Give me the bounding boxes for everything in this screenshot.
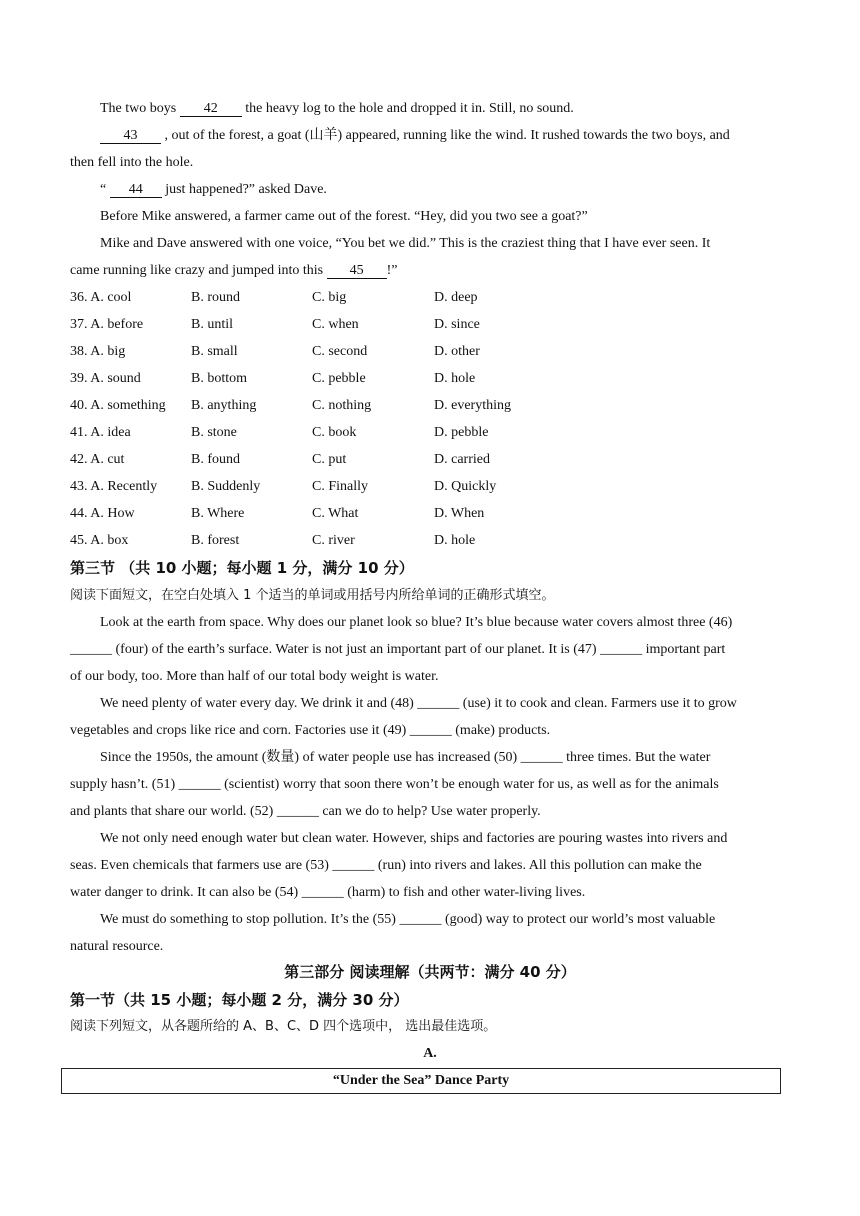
option-a[interactable]: 43. A. Recently bbox=[70, 479, 158, 494]
passage-line-43: 43 , out of the forest, a goat (山羊) appeared, running like the wind. It rushed towards the two boys, and bbox=[100, 127, 730, 145]
passage-line: water danger to drink. It can also be (54) ______ (harm) to fish and other water-living lives. bbox=[70, 885, 586, 900]
option-a[interactable]: 44. A. How bbox=[70, 506, 135, 521]
blank-45[interactable]: 45 bbox=[327, 263, 387, 279]
option-d[interactable]: D. deep bbox=[434, 290, 478, 305]
option-a[interactable]: 42. A. cut bbox=[70, 452, 125, 467]
option-b[interactable]: B. stone bbox=[191, 425, 237, 440]
option-a[interactable]: 40. A. something bbox=[70, 398, 166, 413]
passage-line: We need plenty of water every day. We drink it and (48) ______ (use) it to cook and clean. Farmers use it to grow bbox=[100, 696, 737, 711]
option-d[interactable]: D. pebble bbox=[434, 425, 489, 440]
option-c[interactable]: C. nothing bbox=[312, 398, 372, 413]
option-a[interactable]: 38. A. big bbox=[70, 344, 126, 359]
option-d[interactable]: D. Quickly bbox=[434, 479, 497, 494]
option-b[interactable]: B. found bbox=[191, 452, 240, 467]
option-a[interactable]: 37. A. before bbox=[70, 317, 144, 332]
option-b[interactable]: B. bottom bbox=[191, 371, 248, 386]
option-d[interactable]: D. When bbox=[434, 506, 485, 521]
option-d[interactable]: D. hole bbox=[434, 371, 476, 386]
event-table bbox=[61, 1068, 781, 1094]
option-d[interactable]: D. everything bbox=[434, 398, 511, 413]
table-title: “Under the Sea” Dance Party bbox=[332, 1073, 510, 1088]
option-d[interactable]: D. since bbox=[434, 317, 480, 332]
option-c[interactable]: C. pebble bbox=[312, 371, 366, 386]
option-b[interactable]: B. round bbox=[191, 290, 240, 305]
passage-line-44: “ 44 just happened?” asked Dave. bbox=[100, 182, 327, 197]
option-d[interactable]: D. hole bbox=[434, 533, 476, 548]
option-c[interactable]: C. second bbox=[312, 344, 368, 359]
passage-line-42: The two boys 42 the heavy log to the hole and dropped it in. Still, no sound. bbox=[100, 101, 574, 116]
option-b[interactable]: B. Where bbox=[191, 506, 245, 521]
passage-line: vegetables and crops like rice and corn. Factories use it (49) ______ (make) products. bbox=[70, 723, 551, 738]
passage-line: and plants that share our world. (52) ______ can we do to help? Use water properly. bbox=[70, 804, 541, 819]
option-a[interactable]: 36. A. cool bbox=[70, 290, 132, 305]
passage-line: Before Mike answered, a farmer came out of the forest. “Hey, did you two see a goat?” bbox=[100, 209, 588, 224]
section-instruction: 阅读下面短文，在空白处填入 1 个适当的单词或用括号内所给单词的正确形式填空。 bbox=[70, 588, 555, 603]
option-b[interactable]: B. small bbox=[191, 344, 238, 359]
option-b[interactable]: B. anything bbox=[191, 398, 257, 413]
part-title: 第三部分 阅读理解（共两节：满分 40 分） bbox=[284, 963, 576, 981]
option-c[interactable]: C. book bbox=[312, 425, 357, 440]
option-b[interactable]: B. Suddenly bbox=[191, 479, 261, 494]
option-c[interactable]: C. put bbox=[312, 452, 347, 467]
passage-line: Look at the earth from space. Why does our planet look so blue? It’s blue because water covers almost three (46) bbox=[100, 615, 733, 630]
option-a[interactable]: 41. A. idea bbox=[70, 425, 131, 440]
passage-label: A. bbox=[423, 1046, 437, 1061]
passage-line: ______ (four) of the earth’s surface. Water is not just an important part of our planet. It is (47) ______ important part bbox=[70, 642, 726, 657]
option-d[interactable]: D. carried bbox=[434, 452, 490, 467]
passage-line: We must do something to stop pollution. It’s the (55) ______ (good) way to protect our world’s most valuable bbox=[100, 912, 716, 927]
passage-line: of our body, too. More than half of our total body weight is water. bbox=[70, 669, 439, 684]
section-instruction: 阅读下列短文，从各题所给的 A、B、C、D 四个选项中， 选出最佳选项。 bbox=[70, 1019, 497, 1034]
passage-line: then fell into the hole. bbox=[70, 155, 194, 170]
blank-42[interactable]: 42 bbox=[180, 101, 242, 117]
option-c[interactable]: C. when bbox=[312, 317, 359, 332]
passage-line-45: came running like crazy and jumped into this 45 !” bbox=[70, 263, 398, 278]
section-heading: 第三节 （共 10 小题；每小题 1 分，满分 10 分） bbox=[70, 559, 414, 577]
passage-line: natural resource. bbox=[70, 939, 164, 954]
option-b[interactable]: B. forest bbox=[191, 533, 240, 548]
blank-43[interactable]: 43 bbox=[100, 128, 161, 144]
passage-line: We not only need enough water but clean water. However, ships and factories are pouring wastes into rivers and bbox=[100, 831, 728, 846]
passage-line: supply hasn’t. (51) ______ (scientist) worry that soon there won’t be enough water for us, as well as for the animals bbox=[70, 777, 719, 792]
passage-line: Since the 1950s, the amount (数量) of water people use has increased (50) ______ three times. But the water bbox=[100, 750, 711, 765]
option-c[interactable]: C. What bbox=[312, 506, 359, 521]
blank-44[interactable]: 44 bbox=[110, 182, 162, 198]
option-a[interactable]: 39. A. sound bbox=[70, 371, 141, 386]
option-a[interactable]: 45. A. box bbox=[70, 533, 129, 548]
option-d[interactable]: D. other bbox=[434, 344, 480, 359]
option-c[interactable]: C. river bbox=[312, 533, 355, 548]
section-heading: 第一节（共 15 小题；每小题 2 分，满分 30 分） bbox=[70, 991, 409, 1009]
passage-line: seas. Even chemicals that farmers use are (53) ______ (run) into rivers and lakes. All this pollution can make the bbox=[70, 858, 702, 873]
option-c[interactable]: C. big bbox=[312, 290, 347, 305]
option-c[interactable]: C. Finally bbox=[312, 479, 369, 494]
option-b[interactable]: B. until bbox=[191, 317, 234, 332]
passage-line: Mike and Dave answered with one voice, “You bet we did.” This is the craziest thing that I have ever seen. It bbox=[100, 236, 711, 251]
